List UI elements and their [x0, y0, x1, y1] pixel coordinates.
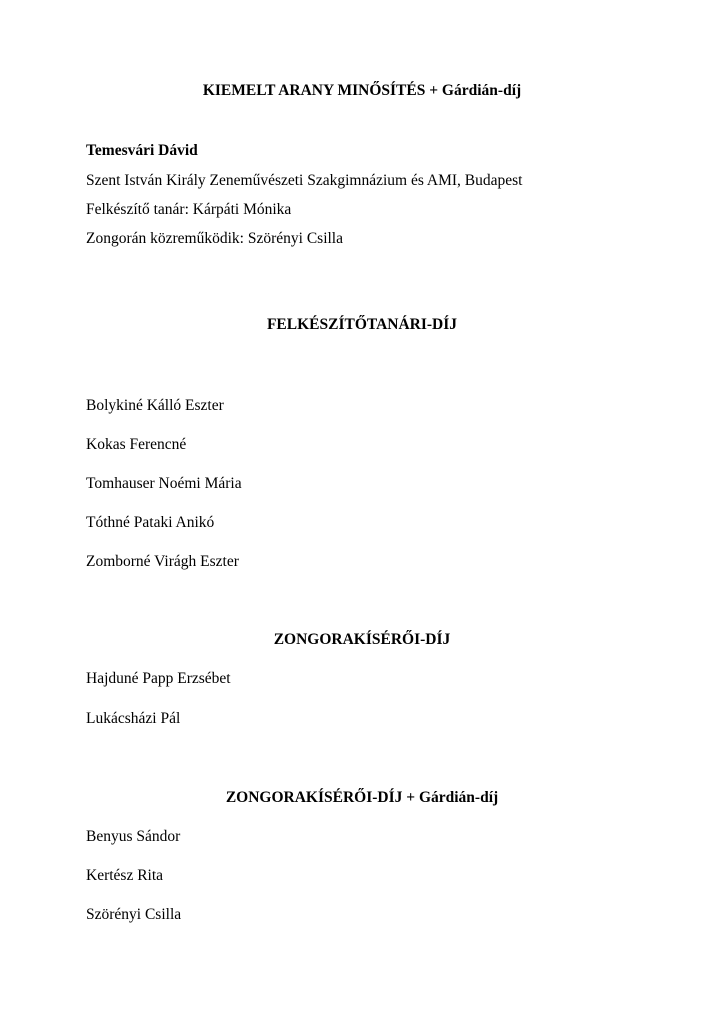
- accompanist-gardian-award-item: Benyus Sándor: [86, 828, 181, 845]
- section-heading-zongorakiseroi-gardian-dij: ZONGORAKÍSÉRŐI-DÍJ + Gárdián-díj: [225, 789, 499, 806]
- teacher-award-item: Tóthné Pataki Anikó: [86, 514, 215, 531]
- accompanist-award-item: Lukácsházi Pál: [86, 710, 181, 727]
- awardee-teacher: Felkészítő tanár: Kárpáti Mónika: [86, 201, 292, 218]
- teacher-award-item: Kokas Ferencné: [86, 436, 187, 453]
- awardee-piano-accompanist: Zongorán közreműködik: Szörényi Csilla: [86, 230, 343, 247]
- awardee-school: Szent István Király Zeneművészeti Szakgimnázium és AMI, Budapest: [86, 172, 523, 189]
- awardee-name: Temesvári Dávid: [86, 142, 198, 159]
- teacher-award-item: Bolykiné Kálló Eszter: [86, 397, 224, 414]
- teacher-award-item: Tomhauser Noémi Mária: [86, 475, 242, 492]
- accompanist-award-item: Hajduné Papp Erzsébet: [86, 670, 231, 687]
- section-heading-kiemelt-arany: KIEMELT ARANY MINŐSÍTÉS + Gárdián-díj: [202, 82, 522, 99]
- accompanist-gardian-award-item: Kertész Rita: [86, 867, 164, 884]
- accompanist-gardian-award-item: Szörényi Csilla: [86, 906, 182, 923]
- section-heading-zongorakiseroi-dij: ZONGORAKÍSÉRŐI-DÍJ: [273, 631, 451, 648]
- teacher-award-item: Zomborné Virágh Eszter: [86, 553, 239, 570]
- section-heading-felkeszitotanari-dij: FELKÉSZÍTŐTANÁRI-DÍJ: [266, 316, 458, 333]
